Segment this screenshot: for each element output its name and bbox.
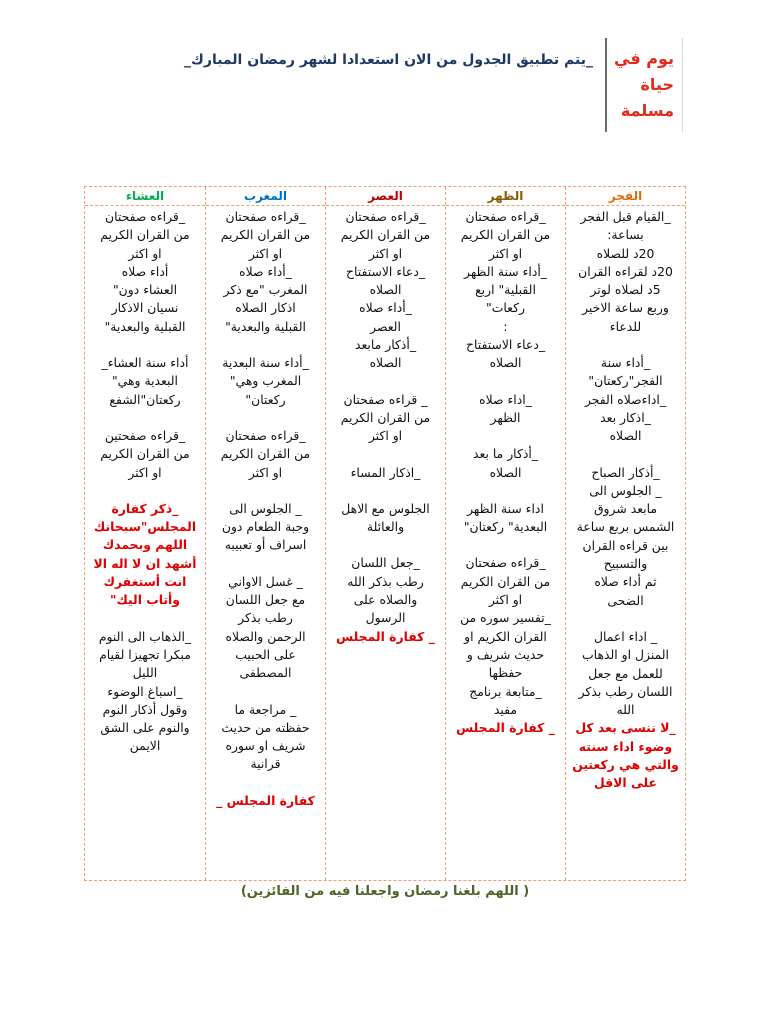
- brand-title: [605, 38, 683, 132]
- task-line: الصلاه: [369, 355, 402, 371]
- task-line: _جعل اللسان: [351, 555, 420, 571]
- task-line: [210, 774, 321, 792]
- task-line: ركعات": [486, 300, 525, 316]
- highlight-line: المجلس"سبحانك: [93, 519, 197, 535]
- task-line: المغرب "مع ذكر: [223, 282, 308, 298]
- task-line: او اكثر: [128, 464, 162, 480]
- task-line: [450, 427, 561, 445]
- task-line: _تفسير سوره من: [460, 610, 551, 626]
- task-line: أداء سنة العشاء_: [101, 355, 189, 371]
- task-line: _دعاء الاستفتاح: [345, 263, 426, 279]
- task-line: والصلاه على: [353, 592, 418, 608]
- task-line: _القيام قبل الفجر: [580, 209, 671, 224]
- task-line: [89, 409, 201, 427]
- column-body: [446, 206, 565, 737]
- task-line: والنوم على الشق: [100, 720, 190, 736]
- task-line: ركعتان": [245, 391, 286, 407]
- header: [70, 38, 683, 132]
- task-line: اداء سنة الظهر: [467, 500, 544, 516]
- task-line: من القران الكريم: [340, 227, 431, 243]
- task-line: [570, 610, 681, 628]
- schedule-column: [445, 187, 565, 880]
- column-title: الظهر: [446, 187, 565, 206]
- task-line: للدعاء: [609, 318, 642, 334]
- task-line: _ قراءه صفحتان: [343, 391, 428, 407]
- task-line: _دعاء الاستفتاح: [465, 337, 546, 353]
- task-line: الله: [616, 702, 635, 718]
- highlight-line: _ذكر كفارة: [111, 500, 179, 516]
- task-line: [570, 446, 681, 464]
- column-title: المغرب: [206, 187, 325, 206]
- task-line: حفظته من حديث: [221, 719, 310, 735]
- task-line: [450, 373, 561, 391]
- task-line: _أذكار ما بعد: [472, 446, 539, 462]
- task-line: ركعتان"الشفع: [109, 391, 181, 407]
- task-line: [450, 482, 561, 500]
- task-line: _ مراجعة ما: [234, 701, 297, 717]
- highlight-line: أشهد ان لا اله الا: [93, 555, 197, 571]
- task-line: المنزل او الذهاب: [582, 647, 669, 663]
- task-line: رطب بذكر: [238, 610, 293, 626]
- task-line: _قراءه صفحتان: [465, 209, 546, 224]
- task-line: الصلاه: [369, 282, 402, 298]
- task-line: الظهر: [490, 409, 521, 425]
- task-line: [210, 555, 321, 573]
- task-line: اللسان رطب بذكر: [578, 683, 673, 699]
- task-line: او اكثر: [488, 592, 523, 608]
- task-line: البعدية وهي": [111, 373, 178, 389]
- task-line: [570, 336, 681, 354]
- task-line: العشاء دون": [112, 282, 178, 298]
- schedule-table: [84, 186, 686, 881]
- column-body: [85, 206, 205, 756]
- task-line: من القران الكريم: [340, 409, 431, 425]
- schedule-column: [325, 187, 445, 880]
- column-title: العصر: [326, 187, 445, 206]
- task-line: الرسول: [365, 610, 406, 626]
- task-line: [89, 336, 201, 354]
- task-line: او اكثر: [368, 428, 403, 444]
- brand-line: حياة: [640, 75, 674, 94]
- task-line: _ غسل الاواني: [228, 573, 303, 589]
- task-line: او اكثر: [248, 464, 283, 480]
- task-line: قرانية: [250, 756, 281, 772]
- task-line: من القران الكريم: [220, 446, 311, 462]
- task-line: القبلية والبعدية": [104, 318, 186, 334]
- task-line: او اكثر: [368, 245, 403, 261]
- task-line: _قراءه صفحتان: [225, 209, 306, 224]
- task-line: :: [503, 318, 508, 334]
- task-line: بين قراءه القران: [582, 537, 669, 553]
- schedule-column: [85, 187, 205, 880]
- task-line: العصر: [370, 318, 401, 334]
- task-line: رطب بذكر الله: [347, 573, 424, 589]
- task-line: _اداءصلاه الفجر: [584, 391, 667, 407]
- task-line: او اكثر: [248, 245, 283, 261]
- task-line: [330, 536, 441, 554]
- task-line: _أذكار الصباح: [591, 464, 660, 480]
- highlight-line: _ كفارة المجلس: [336, 628, 435, 644]
- task-line: [210, 336, 321, 354]
- task-line: مفيد: [493, 701, 518, 717]
- task-line: حديث شريف و: [466, 646, 545, 662]
- task-line: من القران الكريم: [460, 573, 551, 589]
- schedule-column: [205, 187, 325, 880]
- task-line: _قراءه صفحتان: [225, 427, 306, 443]
- task-line: من القران الكريم: [100, 227, 190, 243]
- task-line: حفظها: [488, 665, 523, 681]
- task-line: الصلاه: [609, 428, 642, 444]
- task-line: _أداء صلاه: [359, 300, 412, 316]
- task-line: _أذكار مابعد: [354, 337, 417, 353]
- highlight-line: والتي هي ركعتين: [572, 757, 679, 773]
- task-line: المغرب وهي": [229, 373, 302, 389]
- task-line: _قراءه صفحتان: [345, 209, 426, 224]
- footer-dua: ( اللهم بلغنا رمضان واجعلنا فيه من الفائزين): [240, 884, 530, 899]
- task-line: _اسباغ الوضوء: [107, 683, 183, 699]
- task-line: الضحى: [607, 592, 644, 608]
- column-body: [566, 206, 685, 793]
- task-line: اذكار الصلاه: [235, 300, 296, 316]
- task-line: [210, 482, 321, 500]
- task-line: _أداء صلاه: [239, 263, 292, 279]
- task-line: بساعة:: [607, 227, 644, 243]
- task-line: [89, 610, 201, 628]
- highlight-line: _ كفارة المجلس: [456, 720, 555, 736]
- task-line: الايمن: [129, 738, 161, 754]
- column-title: العشاء: [85, 187, 205, 206]
- column-title: الفجر: [566, 187, 685, 206]
- highlight-line: انت أستغفرك: [103, 574, 187, 590]
- highlight-line: _لا ننسى بعد كل: [575, 720, 676, 736]
- task-line: القران الكريم او: [464, 628, 547, 644]
- task-line: من القران الكريم: [220, 227, 311, 243]
- brand-line: يوم في: [614, 49, 674, 68]
- task-line: الفجر"ركعتان": [588, 373, 663, 389]
- task-line: _اذكار المساء: [350, 464, 421, 480]
- task-line: _ الجلوس الى: [589, 482, 662, 498]
- highlight-line: كفارة المجلس _: [216, 792, 315, 808]
- task-line: وربع ساعة الاخير: [582, 300, 669, 316]
- column-body: [326, 206, 445, 646]
- task-line: القبلية والبعدية": [225, 318, 306, 334]
- task-line: الصلاه: [489, 355, 522, 371]
- task-line: مابعد شروق: [593, 501, 658, 517]
- task-line: [89, 482, 201, 500]
- task-line: الصلاه: [489, 464, 522, 480]
- task-line: _قراءه صفحتين: [104, 427, 186, 443]
- task-line: البعدية" ركعتان": [463, 519, 548, 535]
- task-line: 5د لصلاه لوتر: [590, 282, 661, 298]
- highlight-line: اللهم وبحمدك: [102, 537, 188, 553]
- task-line: _متابعة برنامج: [469, 683, 542, 699]
- task-line: _قراءه صفحتان: [104, 209, 186, 224]
- task-line: [210, 409, 321, 427]
- task-line: القبلية" اربع: [475, 282, 536, 298]
- task-line: والعائلة: [366, 519, 405, 535]
- highlight-line: وأتاب اليك": [110, 592, 180, 608]
- task-line: _الذهاب الى النوم: [98, 628, 192, 644]
- task-line: أداء صلاه: [121, 263, 169, 279]
- highlight-line: على الاقل: [593, 775, 658, 791]
- task-line: الرحمن والصلاه: [225, 628, 306, 644]
- task-line: من القران الكريم: [460, 227, 551, 243]
- task-line: الليل: [132, 665, 158, 681]
- task-line: وقول أذكار النوم: [102, 701, 188, 717]
- task-line: [330, 446, 441, 464]
- task-line: _اداء صلاه: [479, 391, 532, 407]
- task-line: _قراءه صفحتان: [465, 555, 546, 571]
- task-line: الجلوس مع الاهل: [341, 500, 430, 516]
- task-line: شريف او سوره: [225, 738, 306, 754]
- task-line: الشمس بربع ساعة: [576, 519, 675, 535]
- task-line: ثم أداء صلاه: [594, 574, 657, 590]
- task-line: [450, 536, 561, 554]
- task-line: _أداء سنة الظهر: [464, 263, 547, 279]
- task-line: من القران الكريم: [100, 446, 190, 462]
- task-line: _ اداء اعمال: [593, 628, 658, 644]
- column-body: [206, 206, 325, 810]
- task-line: نسيان الاذكار: [111, 300, 179, 316]
- task-line: اسراف أو تعبيبه: [224, 537, 307, 553]
- task-line: _ الجلوس الى: [229, 500, 302, 516]
- brand-line: مسلمة: [620, 101, 674, 120]
- task-line: _اذكار بعد: [600, 409, 651, 425]
- task-line: مع جعل اللسان: [225, 592, 306, 608]
- highlight-line: وضوء اداء سنته: [578, 738, 673, 754]
- task-line: _أداء سنة البعدية: [222, 355, 309, 371]
- task-line: او اكثر: [488, 245, 523, 261]
- task-line: للعمل مع جعل: [588, 665, 663, 681]
- task-line: 20د للصلاه: [596, 245, 655, 261]
- task-line: او اكثر: [128, 245, 162, 261]
- task-line: _أداء سنة: [600, 355, 651, 371]
- schedule-column: [565, 187, 685, 880]
- task-line: [210, 683, 321, 701]
- task-line: [330, 373, 441, 391]
- task-line: [330, 482, 441, 500]
- task-line: على الحبيب: [235, 646, 296, 662]
- task-line: وجبة الطعام دون: [221, 519, 310, 535]
- task-line: مبكرا تجهيزا لقيام: [99, 646, 191, 662]
- task-line: المصطفى: [239, 665, 292, 681]
- motto: _يتم تطبيق الجدول من الان استعدادا لشهر رمضان المبارك_: [184, 52, 593, 68]
- task-line: والتسبيح: [603, 556, 648, 572]
- task-line: 20د لقراءه القران: [578, 263, 673, 279]
